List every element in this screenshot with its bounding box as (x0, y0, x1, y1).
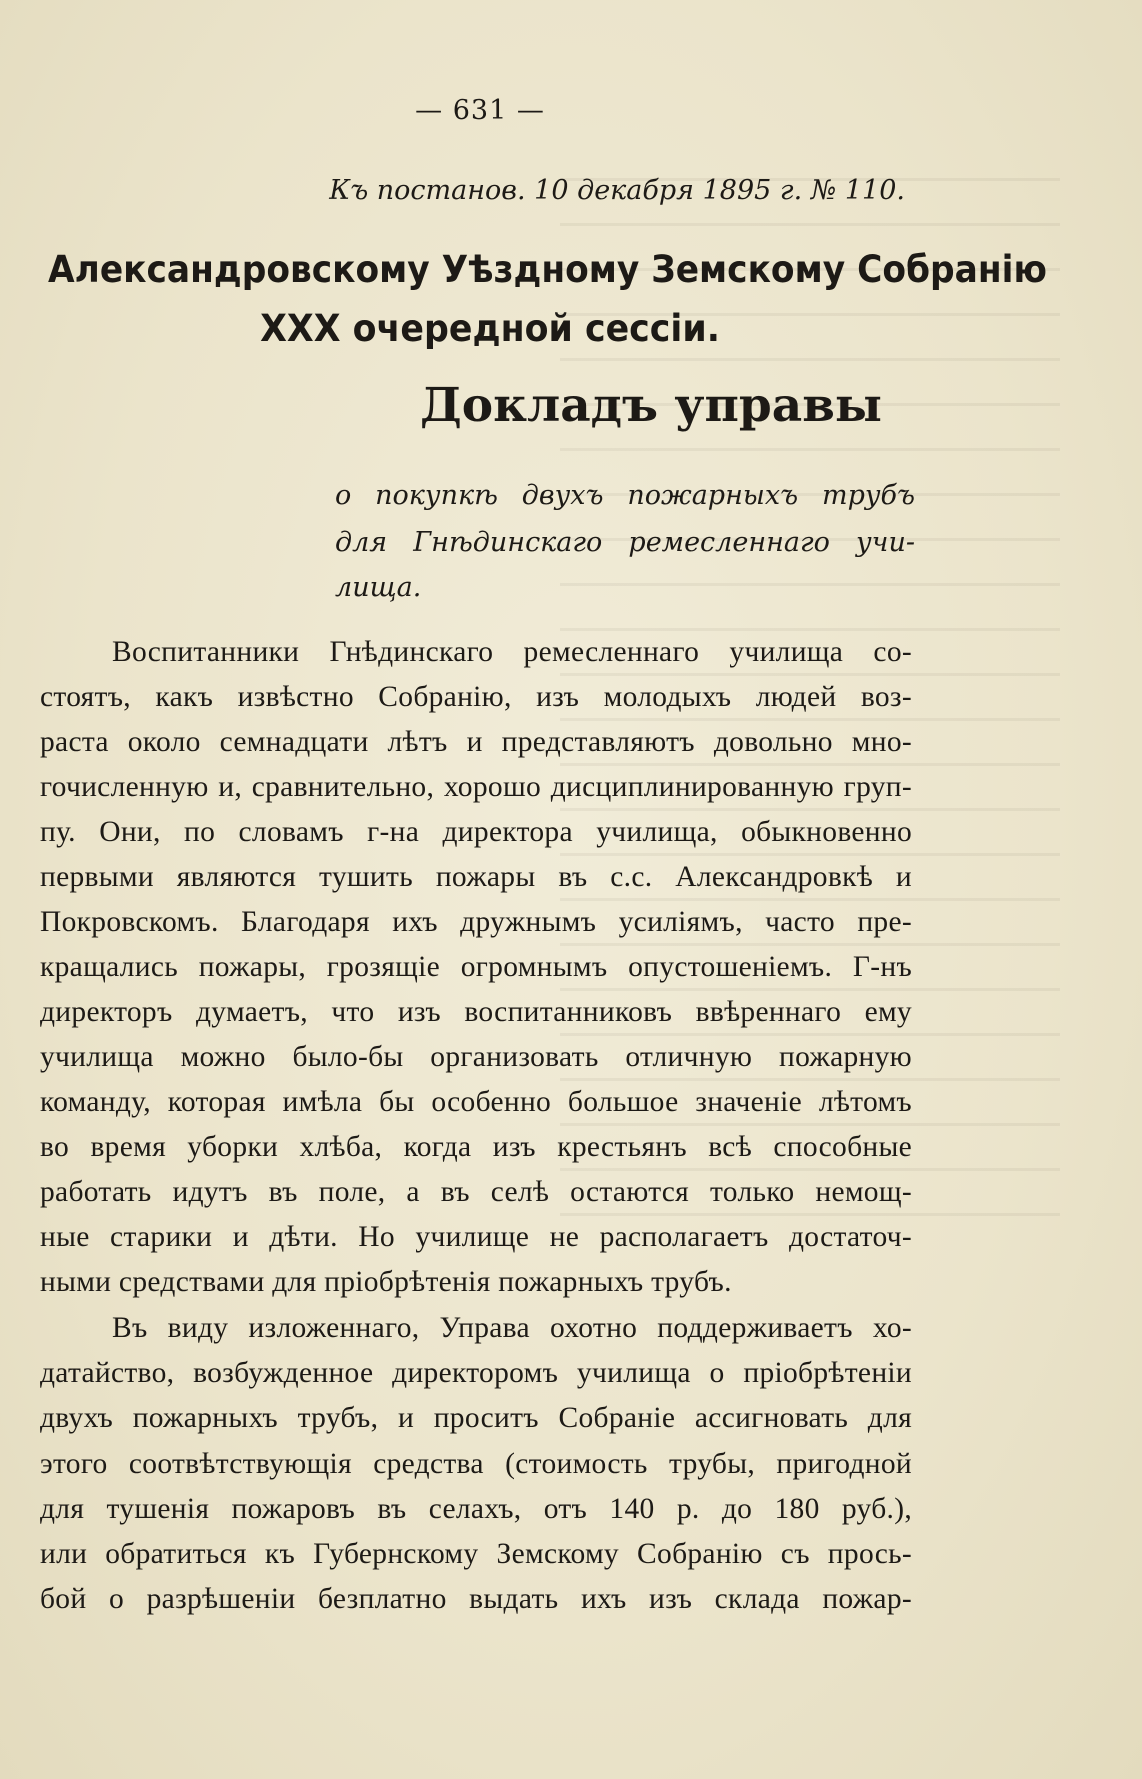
body-line: ными средствами для пріобрѣтенія пожарныхъ трубъ. (40, 1266, 732, 1298)
body-line: Покровскомъ. Благодаря ихъ дружнымъ усиліямъ, часто пре- (40, 906, 912, 938)
addressee-heading: Александровскому Уѣздному Земскому Собранію (48, 248, 1047, 291)
report-subtitle-line: для Гнѣдинскаго ремесленнаго учи- (335, 527, 915, 558)
body-line: для тушенія пожаровъ въ селахъ, отъ 140 р. до 180 руб.), (40, 1493, 912, 1525)
body-line: училища можно было-бы организовать отличную пожарную (40, 1041, 912, 1073)
body-line: двухъ пожарныхъ трубъ, и проситъ Собраніе ассигновать для (40, 1402, 912, 1434)
report-title: Докладъ управы (420, 378, 882, 433)
body-line: или обратиться къ Губернскому Земскому Собранію съ прось- (40, 1538, 912, 1570)
body-line: датайство, возбужденное директоромъ училища о пріобрѣтеніи (40, 1357, 912, 1389)
page-number: — 631 — (415, 95, 545, 126)
session-heading: XXX очередной сессіи. (260, 307, 720, 350)
body-line: первыми являются тушить пожары въ с.с. Александровкѣ и (40, 861, 912, 893)
body-line: Воспитанники Гнѣдинскаго ремесленнаго училища со- (112, 636, 912, 668)
body-line: работать идутъ въ поле, а въ селѣ остаются только немощ- (40, 1176, 912, 1208)
body-line: Въ виду изложеннаго, Управа охотно поддерживаетъ хо- (112, 1312, 912, 1344)
report-subtitle-line: лища. (335, 572, 422, 603)
body-line: команду, которая имѣла бы особенно большое значеніе лѣтомъ (40, 1086, 912, 1118)
body-line: этого соотвѣтствующія средства (стоимость трубы, пригодной (40, 1448, 912, 1480)
body-line: кращались пожары, грозящіе огромнымъ опустошеніемъ. Г-нъ (40, 951, 912, 983)
body-line: пу. Они, по словамъ г-на директора училища, обыкновенно (40, 816, 912, 848)
body-line: раста около семнадцати лѣтъ и представляютъ довольно мно- (40, 726, 912, 758)
body-line: во время уборки хлѣба, когда изъ крестьянъ всѣ способные (40, 1131, 912, 1163)
report-subtitle-line: о покупкѣ двухъ пожарныхъ трубъ (335, 480, 915, 511)
body-line: гочисленную и, сравнительно, хорошо дисциплинированную груп- (40, 771, 912, 803)
body-line: ные старики и дѣти. Но училище не располагаетъ достаточ- (40, 1221, 912, 1253)
body-line: директоръ думаетъ, что изъ воспитанниковъ ввѣреннаго ему (40, 996, 912, 1028)
resolution-reference: Къ постанов. 10 декабря 1895 г. № 110. (329, 175, 905, 206)
body-line: бой о разрѣшеніи безплатно выдать ихъ изъ склада пожар- (40, 1583, 912, 1615)
body-line: стоятъ, какъ извѣстно Собранію, изъ молодыхъ людей воз- (40, 681, 912, 713)
